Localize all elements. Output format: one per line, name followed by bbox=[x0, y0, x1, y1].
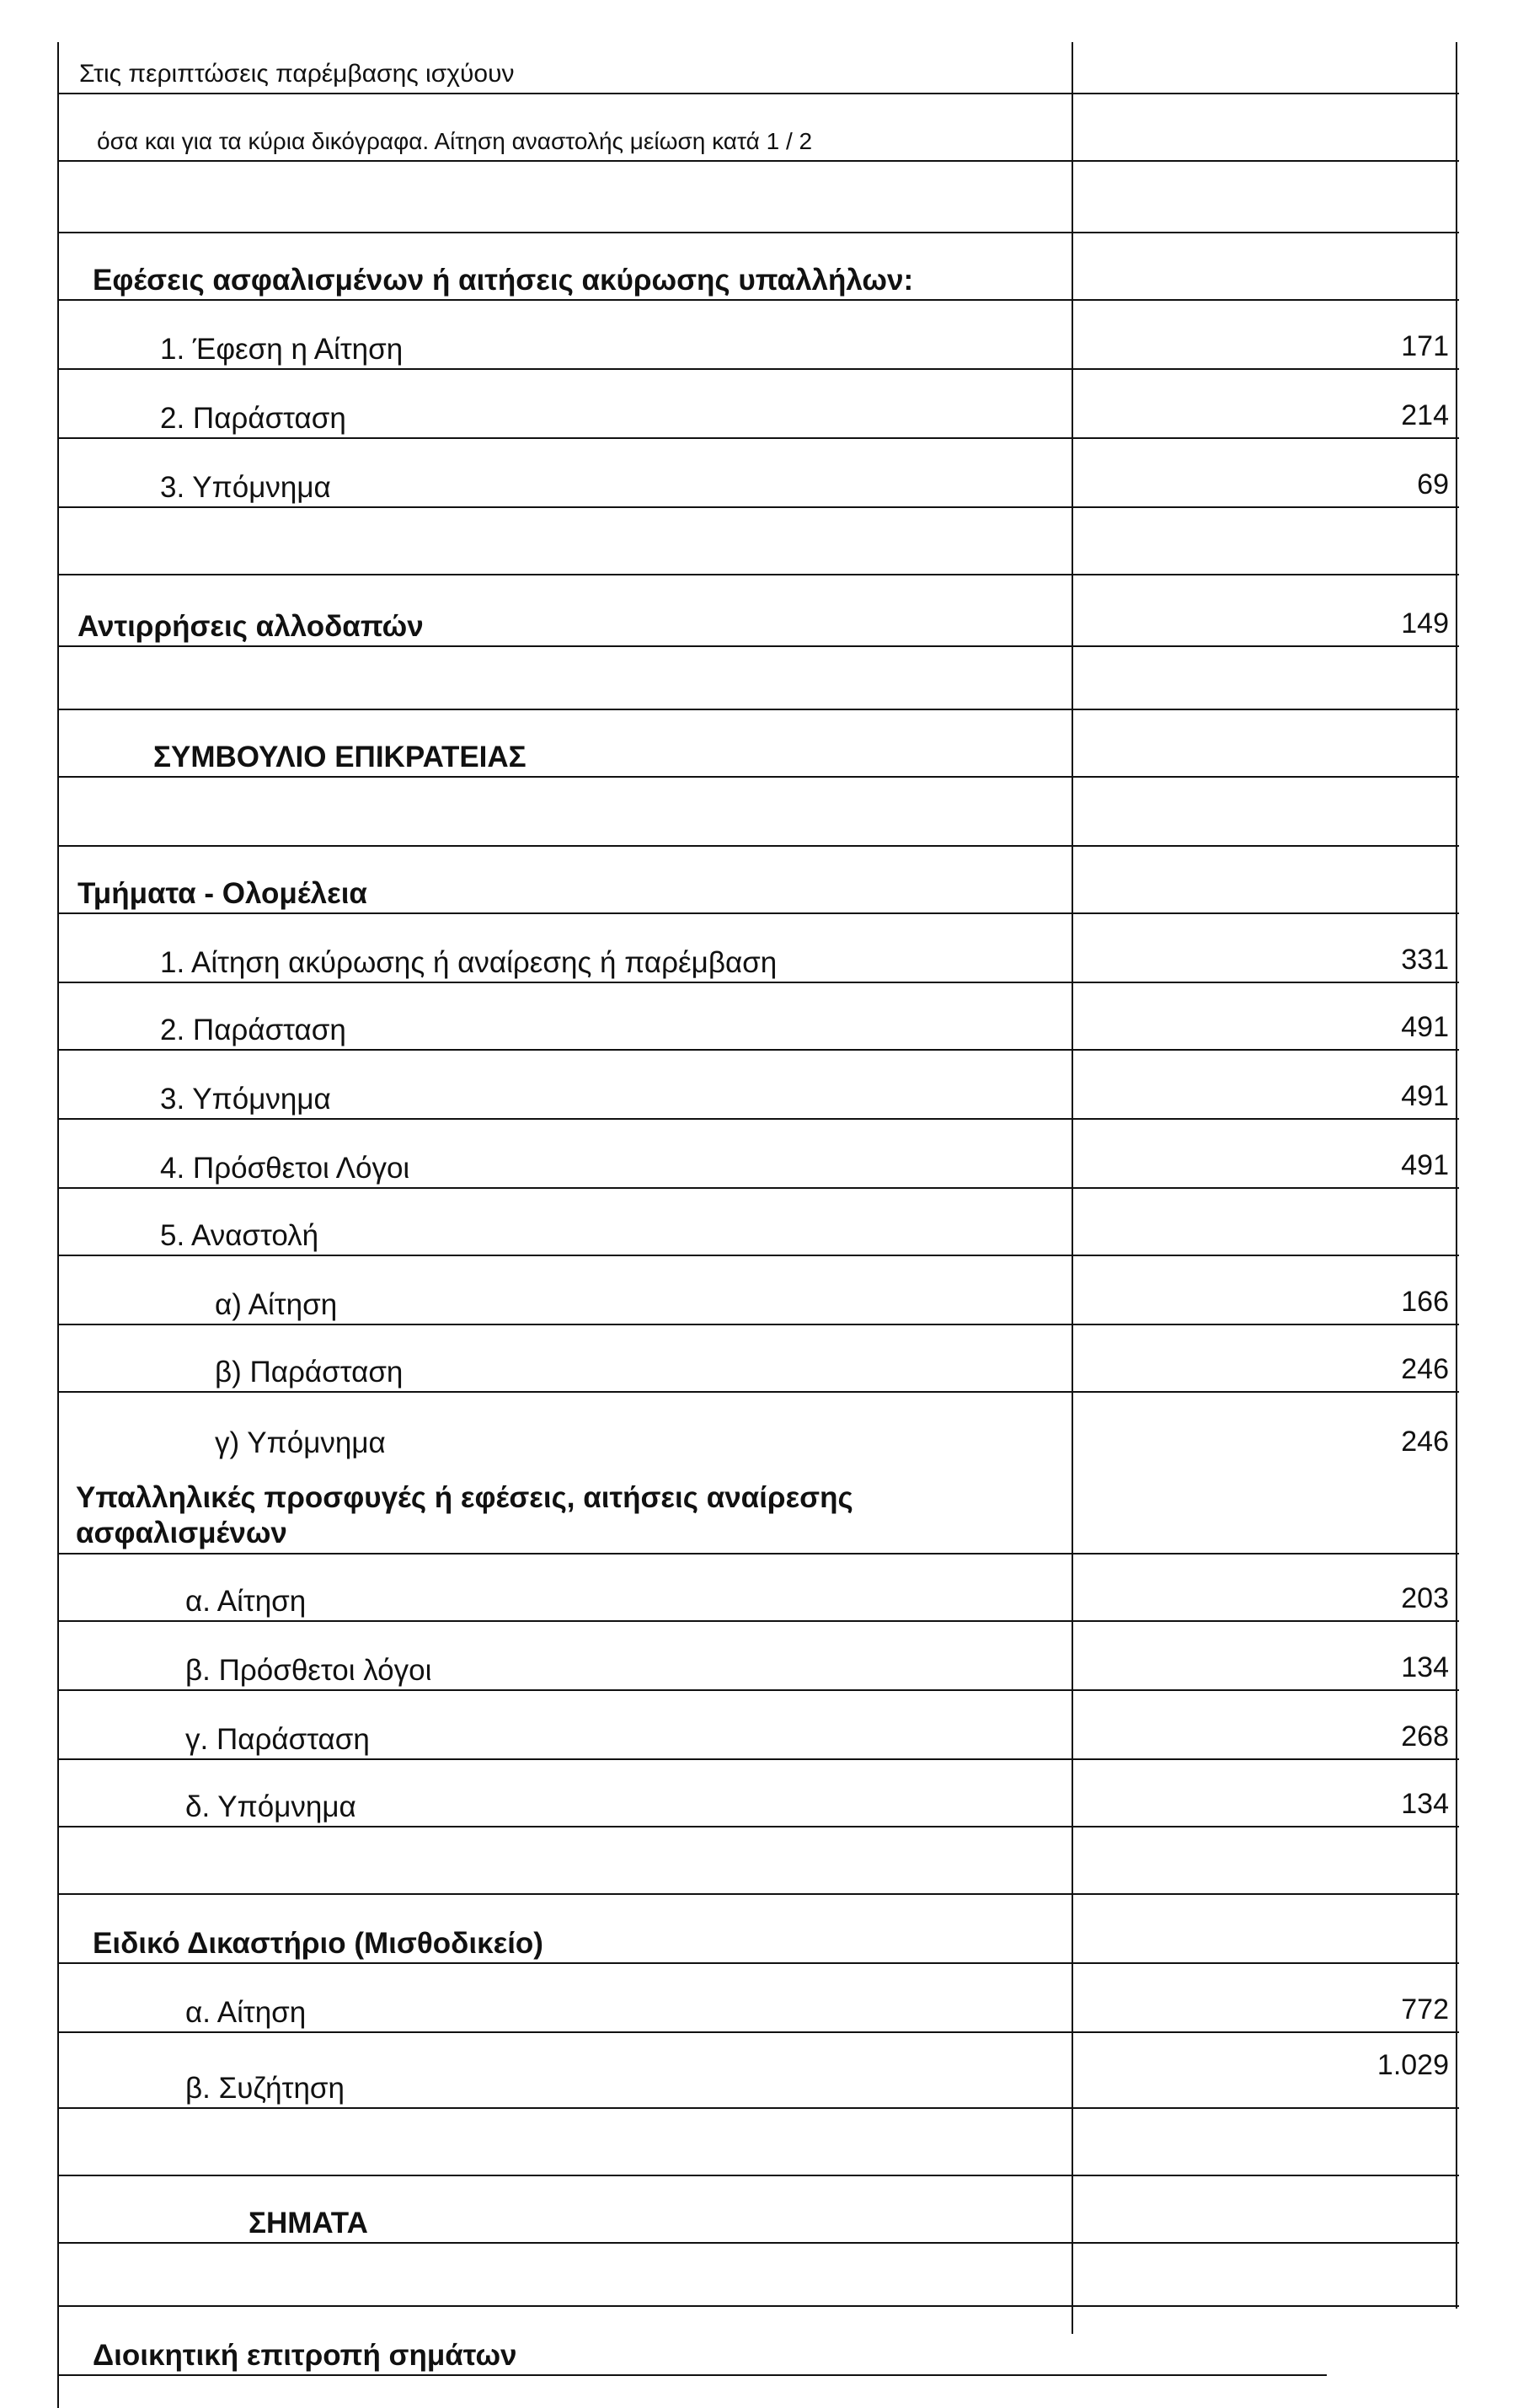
row-label: 1. Έφεση η Αίτηση bbox=[160, 333, 404, 366]
table-row bbox=[59, 845, 1459, 914]
table-row bbox=[59, 2107, 1459, 2176]
table-row bbox=[59, 1255, 1459, 1325]
section-title: ΣΥΜΒΟΥΛΙΟ ΕΠΙΚΡΑΤΕΙΑΣ bbox=[153, 741, 526, 773]
table-row bbox=[59, 1391, 1459, 1459]
row-value: 268 bbox=[1401, 1720, 1449, 1752]
table-row bbox=[59, 1553, 1459, 1622]
table-row bbox=[59, 912, 1459, 983]
row-label: γ. Παράσταση bbox=[185, 1723, 370, 1756]
row-label: 2. Παράσταση bbox=[160, 402, 346, 435]
section-heading: Τμήματα - Ολομέλεια bbox=[78, 877, 367, 910]
table-row bbox=[59, 299, 1459, 370]
section-heading: Διοικητική επιτροπή σημάτων bbox=[93, 2339, 517, 2372]
table-row bbox=[59, 232, 1459, 301]
table-row bbox=[59, 160, 1459, 233]
row-value: 246 bbox=[1401, 1426, 1449, 1458]
row-label: α) Αίτηση bbox=[215, 1288, 338, 1321]
row-label: 1. Αίτηση ακύρωσης ή αναίρεσης ή παρέμβαση bbox=[160, 946, 778, 979]
table-row bbox=[59, 776, 1459, 847]
row-value: 491 bbox=[1401, 1011, 1449, 1043]
row-value: 166 bbox=[1401, 1286, 1449, 1318]
table-row bbox=[59, 34, 1459, 94]
table-row bbox=[59, 93, 1459, 162]
table-row bbox=[59, 2031, 1459, 2109]
row-value: 171 bbox=[1401, 330, 1449, 362]
row-value: 772 bbox=[1401, 1993, 1449, 2025]
table-row bbox=[59, 982, 1459, 1051]
row-value: 134 bbox=[1401, 1788, 1449, 1820]
table-row bbox=[59, 1118, 1459, 1189]
table-row bbox=[59, 506, 1459, 575]
table-row bbox=[59, 2305, 1327, 2376]
table-row bbox=[59, 2175, 1459, 2244]
row-value: 491 bbox=[1401, 1080, 1449, 1112]
row-label: 4. Πρόσθετοι Λόγοι bbox=[160, 1152, 410, 1185]
row-label: 3. Υπόμνημα bbox=[160, 1083, 331, 1116]
section-heading: Εφέσεις ασφαλισμένων ή αιτήσεις ακύρωσης υπαλλήλων: bbox=[93, 264, 914, 297]
table-row bbox=[59, 1620, 1459, 1691]
table-row bbox=[59, 437, 1459, 508]
table-row bbox=[59, 1324, 1459, 1393]
row-value: 134 bbox=[1401, 1651, 1449, 1683]
table-row bbox=[59, 1826, 1459, 1895]
table-row bbox=[59, 1049, 1459, 1120]
table-row bbox=[59, 1962, 1459, 2033]
table-row bbox=[59, 368, 1459, 439]
table-row bbox=[59, 709, 1459, 778]
row-label: γ) Υπόμνημα bbox=[215, 1426, 386, 1459]
table-row bbox=[59, 2242, 1459, 2307]
section-heading: Αντιρρήσεις αλλοδαπών bbox=[78, 610, 424, 643]
row-value: 1.029 bbox=[1376, 2049, 1449, 2081]
row-label: 5. Αναστολή bbox=[160, 1219, 319, 1252]
section-heading: Υπαλληλικές προσφυγές ή εφέσεις, αιτήσεις αναίρεσης ασφαλισμένων bbox=[76, 1481, 853, 1549]
table-row bbox=[59, 1460, 1459, 1554]
row-value: 69 bbox=[1417, 468, 1449, 500]
row-label: β. Πρόσθετοι λόγοι bbox=[185, 1654, 432, 1687]
table-row bbox=[59, 1187, 1459, 1256]
row-label: 2. Παράσταση bbox=[160, 1014, 346, 1046]
row-label: α. Αίτηση bbox=[185, 1996, 307, 2029]
table-row bbox=[59, 1893, 1459, 1964]
table-row bbox=[59, 574, 1459, 647]
row-label: β. Συζήτηση bbox=[185, 2072, 345, 2105]
table-row bbox=[59, 645, 1459, 710]
row-label: 3. Υπόμνημα bbox=[160, 471, 331, 504]
row-label: β) Παράσταση bbox=[215, 1356, 404, 1389]
row-label: Στις περιπτώσεις παρέμβασης ισχύουν bbox=[79, 60, 515, 88]
row-label: δ. Υπόμνημα bbox=[185, 1790, 356, 1823]
section-heading: Ειδικό Δικαστήριο (Μισθοδικείο) bbox=[93, 1927, 543, 1960]
row-value: 149 bbox=[1401, 607, 1449, 639]
section-title: ΣΗΜΑΤΑ bbox=[249, 2207, 368, 2239]
row-value: 331 bbox=[1401, 944, 1449, 976]
row-value: 491 bbox=[1401, 1149, 1449, 1181]
row-value: 214 bbox=[1401, 399, 1449, 431]
row-label: α. Αίτηση bbox=[185, 1585, 307, 1618]
row-label: όσα και για τα κύρια δικόγραφα. Αίτηση αναστολής μείωση κατά 1 / 2 bbox=[97, 128, 813, 154]
table-row bbox=[59, 1758, 1459, 1827]
row-value: 246 bbox=[1401, 1353, 1449, 1385]
row-value: 203 bbox=[1401, 1582, 1449, 1614]
table-row bbox=[59, 1689, 1459, 1760]
